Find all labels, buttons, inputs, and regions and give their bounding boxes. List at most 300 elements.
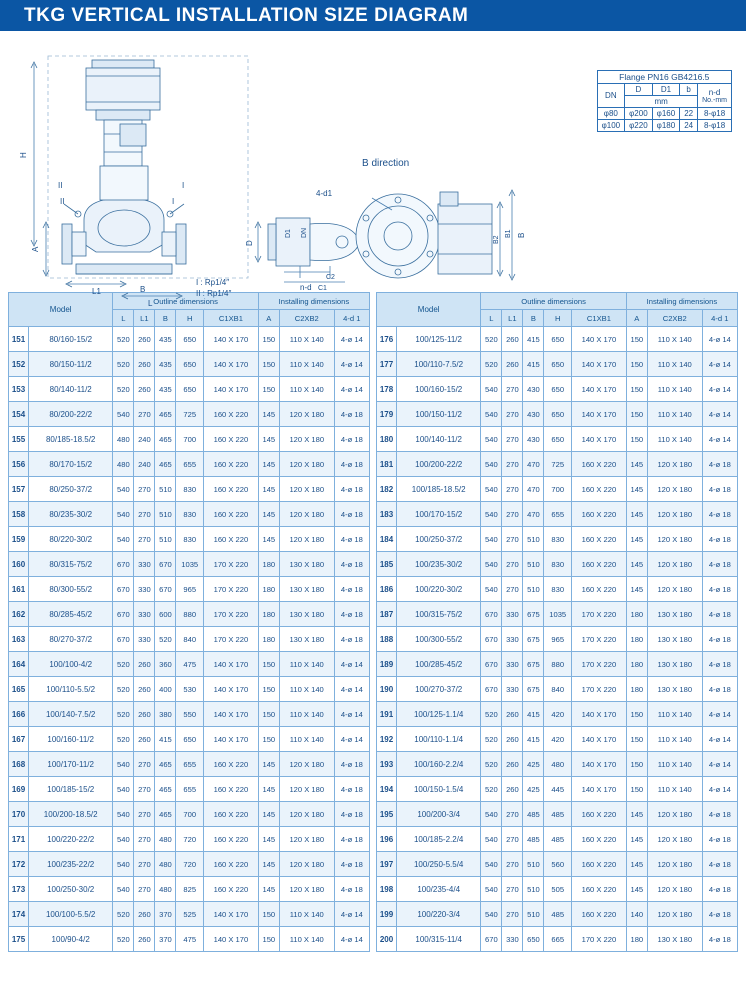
row-index: 199 (377, 902, 397, 927)
table-row (9, 902, 370, 927)
row-model: 100/285-45/2 (397, 652, 481, 677)
table-row (377, 752, 738, 777)
row-cell: 270 (134, 877, 155, 902)
header-col-L: L (113, 310, 134, 327)
row-cell: 260 (134, 352, 155, 377)
row-cell: 260 (502, 777, 523, 802)
row-cell: 330 (502, 652, 523, 677)
row-cell: 150 (258, 652, 279, 677)
row-cell: 150 (258, 727, 279, 752)
row-cell: 140 X 170 (204, 927, 259, 952)
flange-col-nd-label: n-d (708, 87, 721, 97)
row-index: 171 (9, 827, 29, 852)
row-cell: 650 (176, 727, 204, 752)
row-cell: 160 X 220 (204, 527, 259, 552)
row-cell: 550 (176, 702, 204, 727)
row-cell: 840 (176, 627, 204, 652)
row-cell: 140 X 170 (572, 427, 627, 452)
row-cell: 260 (134, 677, 155, 702)
row-cell: 4-ø 18 (702, 927, 737, 952)
row-cell: 520 (481, 702, 502, 727)
row-cell: 145 (626, 877, 647, 902)
page-title-bar (0, 0, 746, 34)
flange-cell: φ100 (597, 120, 625, 132)
b-direction-label: B direction (362, 158, 410, 169)
row-model: 100/235-4/4 (397, 877, 481, 902)
row-cell: 650 (544, 327, 572, 352)
table-row (377, 902, 738, 927)
row-cell: 270 (502, 902, 523, 927)
row-cell: 420 (544, 727, 572, 752)
table-row (9, 927, 370, 952)
label-B2: B2 (493, 235, 500, 244)
table-row (377, 377, 738, 402)
row-cell: 120 X 180 (279, 452, 334, 477)
row-cell: 435 (155, 377, 176, 402)
row-cell: 140 X 170 (572, 377, 627, 402)
row-cell: 480 (113, 452, 134, 477)
row-cell: 145 (258, 477, 279, 502)
row-cell: 150 (626, 777, 647, 802)
table-row (377, 602, 738, 627)
row-model: 100/235-22/2 (29, 852, 113, 877)
row-cell: 520 (113, 702, 134, 727)
row-cell: 540 (113, 752, 134, 777)
row-cell: 330 (134, 552, 155, 577)
row-cell: 540 (113, 527, 134, 552)
row-cell: 270 (502, 477, 523, 502)
row-cell: 480 (155, 877, 176, 902)
label-B-right: B (517, 232, 526, 238)
row-cell: 260 (134, 902, 155, 927)
row-index: 164 (9, 652, 29, 677)
row-cell: 430 (523, 402, 544, 427)
row-cell: 465 (155, 427, 176, 452)
row-index: 176 (377, 327, 397, 352)
row-cell: 110 X 140 (647, 752, 702, 777)
row-cell: 110 X 140 (279, 652, 334, 677)
row-cell: 430 (523, 427, 544, 452)
row-cell: 700 (176, 427, 204, 452)
row-cell: 670 (113, 627, 134, 652)
row-cell: 140 X 170 (204, 727, 259, 752)
row-cell: 170 X 220 (204, 602, 259, 627)
row-cell: 150 (626, 327, 647, 352)
table-row (377, 702, 738, 727)
row-model: 100/315-75/2 (397, 602, 481, 627)
row-cell: 725 (544, 452, 572, 477)
row-cell: 4-ø 18 (334, 877, 369, 902)
row-cell: 260 (502, 327, 523, 352)
row-cell: 160 X 220 (204, 877, 259, 902)
row-cell: 150 (626, 727, 647, 752)
row-index: 184 (377, 527, 397, 552)
row-cell: 270 (502, 527, 523, 552)
row-cell: 180 (626, 602, 647, 627)
row-cell: 120 X 180 (279, 877, 334, 902)
table-row (377, 777, 738, 802)
table-row (9, 777, 370, 802)
row-cell: 140 X 170 (204, 902, 259, 927)
row-cell: 650 (176, 352, 204, 377)
row-cell: 485 (544, 802, 572, 827)
row-index: 179 (377, 402, 397, 427)
row-index: 194 (377, 777, 397, 802)
row-cell: 540 (481, 577, 502, 602)
row-cell: 170 X 220 (572, 677, 627, 702)
row-cell: 160 X 220 (572, 452, 627, 477)
row-cell: 140 X 170 (572, 327, 627, 352)
row-cell: 140 X 170 (204, 327, 259, 352)
header-installing-dimensions: Installing dimensions (626, 293, 737, 310)
row-cell: 330 (134, 577, 155, 602)
row-cell: 145 (258, 427, 279, 452)
row-cell: 110 X 140 (279, 352, 334, 377)
row-cell: 4-ø 18 (334, 827, 369, 852)
row-cell: 140 X 170 (572, 727, 627, 752)
row-cell: 520 (481, 327, 502, 352)
row-cell: 560 (544, 852, 572, 877)
row-index: 191 (377, 702, 397, 727)
row-cell: 425 (523, 752, 544, 777)
row-cell: 120 X 180 (279, 802, 334, 827)
row-cell: 130 X 180 (647, 652, 702, 677)
row-cell: 330 (134, 627, 155, 652)
row-cell: 4-ø 18 (334, 577, 369, 602)
row-cell: 4-ø 14 (334, 927, 369, 952)
header-col-A: A (258, 310, 279, 327)
row-cell: 240 (134, 427, 155, 452)
row-cell: 655 (176, 777, 204, 802)
row-cell: 120 X 180 (279, 502, 334, 527)
row-cell: 180 (626, 652, 647, 677)
row-model: 100/270-37/2 (397, 677, 481, 702)
row-cell: 540 (481, 377, 502, 402)
row-cell: 170 X 220 (572, 927, 627, 952)
row-cell: 260 (502, 752, 523, 777)
row-model: 100/110-1.1/4 (397, 727, 481, 752)
row-index: 161 (9, 577, 29, 602)
row-cell: 700 (176, 802, 204, 827)
row-model: 100/220-22/2 (29, 827, 113, 852)
row-cell: 160 X 220 (204, 802, 259, 827)
row-cell: 160 X 220 (204, 777, 259, 802)
row-model: 100/160-11/2 (29, 727, 113, 752)
row-cell: 145 (626, 552, 647, 577)
row-cell: 180 (626, 677, 647, 702)
row-cell: 180 (626, 927, 647, 952)
row-model: 80/160-15/2 (29, 327, 113, 352)
table-row (9, 527, 370, 552)
row-cell: 270 (502, 377, 523, 402)
row-cell: 120 X 180 (647, 477, 702, 502)
row-cell: 415 (523, 727, 544, 752)
row-cell: 270 (134, 802, 155, 827)
row-index: 151 (9, 327, 29, 352)
row-cell: 370 (155, 927, 176, 952)
row-cell: 110 X 140 (647, 402, 702, 427)
row-model: 80/285-45/2 (29, 602, 113, 627)
row-cell: 520 (113, 902, 134, 927)
row-model: 100/100-4/2 (29, 652, 113, 677)
row-cell: 160 X 220 (572, 502, 627, 527)
flange-cell: 8-φ18 (698, 120, 732, 132)
row-cell: 145 (258, 402, 279, 427)
header-model: Model (9, 293, 113, 327)
row-cell: 4-ø 18 (702, 477, 737, 502)
row-cell: 4-ø 14 (702, 402, 737, 427)
row-cell: 140 X 170 (572, 777, 627, 802)
row-cell: 720 (176, 852, 204, 877)
header-col-B: B (155, 310, 176, 327)
row-cell: 465 (155, 402, 176, 427)
row-model: 80/200-22/2 (29, 402, 113, 427)
row-model: 80/250-37/2 (29, 477, 113, 502)
row-cell: 145 (626, 827, 647, 852)
row-index: 189 (377, 652, 397, 677)
row-model: 100/200-3/4 (397, 802, 481, 827)
row-cell: 4-ø 18 (334, 477, 369, 502)
row-cell: 140 X 170 (572, 402, 627, 427)
row-cell: 470 (523, 477, 544, 502)
dimension-tables (0, 292, 746, 952)
row-cell: 4-ø 18 (334, 552, 369, 577)
row-cell: 675 (523, 627, 544, 652)
row-cell: 270 (502, 827, 523, 852)
row-cell: 510 (155, 527, 176, 552)
row-index: 152 (9, 352, 29, 377)
row-model: 100/200-22/2 (397, 452, 481, 477)
row-cell: 140 (626, 902, 647, 927)
header-model: Model (377, 293, 481, 327)
flange-col-d: D (625, 84, 653, 96)
table-row (9, 452, 370, 477)
row-cell: 160 X 220 (572, 902, 627, 927)
row-cell: 140 X 170 (204, 702, 259, 727)
row-cell: 260 (134, 727, 155, 752)
row-cell: 270 (502, 552, 523, 577)
row-cell: 330 (134, 602, 155, 627)
row-cell: 110 X 140 (647, 727, 702, 752)
row-cell: 145 (258, 777, 279, 802)
row-cell: 150 (626, 702, 647, 727)
row-cell: 145 (258, 752, 279, 777)
row-cell: 480 (155, 827, 176, 852)
row-cell: 270 (502, 577, 523, 602)
row-model: 100/110-7.5/2 (397, 352, 481, 377)
row-cell: 540 (113, 852, 134, 877)
row-cell: 160 X 220 (204, 827, 259, 852)
table-row (9, 877, 370, 902)
row-cell: 830 (176, 502, 204, 527)
label-4d1: 4-d1 (316, 189, 333, 198)
row-cell: 670 (481, 927, 502, 952)
table-row (377, 677, 738, 702)
row-cell: 540 (113, 402, 134, 427)
row-cell: 130 X 180 (647, 677, 702, 702)
table-row (377, 552, 738, 577)
row-cell: 140 X 170 (204, 352, 259, 377)
row-model: 100/140-11/2 (397, 427, 481, 452)
row-cell: 130 X 180 (279, 602, 334, 627)
row-cell: 540 (481, 527, 502, 552)
row-cell: 360 (155, 652, 176, 677)
flange-cell: φ160 (652, 108, 680, 120)
table-row (9, 477, 370, 502)
row-cell: 110 X 140 (647, 427, 702, 452)
row-cell: 4-ø 14 (702, 777, 737, 802)
table-row (377, 452, 738, 477)
row-cell: 830 (544, 552, 572, 577)
header-col-L: L (481, 310, 502, 327)
row-cell: 110 X 140 (279, 327, 334, 352)
row-cell: 480 (113, 427, 134, 452)
row-index: 183 (377, 502, 397, 527)
row-cell: 145 (626, 527, 647, 552)
flange-cell: 22 (680, 108, 698, 120)
row-cell: 540 (113, 802, 134, 827)
row-cell: 150 (258, 377, 279, 402)
row-index: 159 (9, 527, 29, 552)
row-model: 100/170-11/2 (29, 752, 113, 777)
label-C1: C1 (318, 285, 327, 292)
header-col-4d1: 4-d 1 (702, 310, 737, 327)
flange-row (597, 120, 731, 132)
row-cell: 4-ø 18 (334, 502, 369, 527)
row-cell: 505 (544, 877, 572, 902)
row-model: 80/270-37/2 (29, 627, 113, 652)
row-cell: 160 X 220 (572, 802, 627, 827)
row-cell: 725 (176, 402, 204, 427)
row-cell: 430 (523, 377, 544, 402)
row-cell: 485 (523, 802, 544, 827)
row-model: 100/150-1.5/4 (397, 777, 481, 802)
row-cell: 110 X 140 (647, 377, 702, 402)
row-index: 195 (377, 802, 397, 827)
row-cell: 670 (481, 627, 502, 652)
row-cell: 145 (258, 452, 279, 477)
row-index: 186 (377, 577, 397, 602)
row-cell: 330 (502, 927, 523, 952)
row-cell: 150 (626, 752, 647, 777)
table-row (9, 377, 370, 402)
row-cell: 4-ø 18 (702, 527, 737, 552)
row-cell: 120 X 180 (279, 527, 334, 552)
row-cell: 150 (258, 352, 279, 377)
row-cell: 4-ø 18 (334, 802, 369, 827)
row-index: 155 (9, 427, 29, 452)
row-cell: 445 (544, 777, 572, 802)
table-row (9, 702, 370, 727)
row-cell: 510 (523, 877, 544, 902)
row-cell: 520 (481, 352, 502, 377)
row-cell: 270 (134, 827, 155, 852)
label-D1: D1 (285, 229, 292, 238)
row-cell: 140 X 170 (204, 652, 259, 677)
row-cell: 520 (481, 752, 502, 777)
row-index: 187 (377, 602, 397, 627)
row-cell: 145 (258, 877, 279, 902)
label-H: H (19, 152, 28, 158)
table-row (9, 352, 370, 377)
row-cell: 480 (544, 752, 572, 777)
row-cell: 540 (481, 852, 502, 877)
row-cell: 650 (544, 402, 572, 427)
label-L: L (148, 299, 153, 308)
table-row (9, 502, 370, 527)
row-cell: 965 (176, 577, 204, 602)
table-row (377, 652, 738, 677)
row-cell: 4-ø 14 (702, 327, 737, 352)
row-cell: 510 (523, 852, 544, 877)
row-cell: 4-ø 14 (702, 752, 737, 777)
row-cell: 665 (544, 927, 572, 952)
row-cell: 120 X 180 (279, 852, 334, 877)
table-row (377, 527, 738, 552)
row-index: 168 (9, 752, 29, 777)
row-cell: 130 X 180 (647, 927, 702, 952)
header-outline-dimensions: Outline dimensions (113, 293, 258, 310)
row-cell: 420 (544, 702, 572, 727)
row-cell: 4-ø 14 (334, 677, 369, 702)
row-cell: 260 (134, 927, 155, 952)
flange-spec-table (597, 70, 732, 132)
row-cell: 830 (544, 527, 572, 552)
row-cell: 540 (113, 877, 134, 902)
header-col-4d1: 4-d 1 (334, 310, 369, 327)
row-model: 100/235-30/2 (397, 552, 481, 577)
row-cell: 400 (155, 677, 176, 702)
row-index: 175 (9, 927, 29, 952)
flange-cell: φ180 (652, 120, 680, 132)
row-cell: 435 (155, 352, 176, 377)
row-cell: 540 (113, 477, 134, 502)
row-model: 100/220-30/2 (397, 577, 481, 602)
row-cell: 540 (481, 427, 502, 452)
row-cell: 4-ø 14 (702, 352, 737, 377)
row-index: 172 (9, 852, 29, 877)
row-cell: 270 (134, 777, 155, 802)
row-cell: 520 (113, 327, 134, 352)
row-index: 196 (377, 827, 397, 852)
row-cell: 4-ø 18 (702, 452, 737, 477)
row-index: 193 (377, 752, 397, 777)
table-row (377, 827, 738, 852)
row-cell: 260 (134, 327, 155, 352)
row-cell: 110 X 140 (647, 702, 702, 727)
row-cell: 150 (626, 427, 647, 452)
row-cell: 415 (523, 352, 544, 377)
row-cell: 4-ø 18 (334, 852, 369, 877)
table-row (9, 652, 370, 677)
row-cell: 675 (523, 677, 544, 702)
row-cell: 830 (176, 477, 204, 502)
row-cell: 160 X 220 (204, 452, 259, 477)
table-row (9, 802, 370, 827)
flange-cell: 24 (680, 120, 698, 132)
row-cell: 160 X 220 (204, 477, 259, 502)
row-cell: 670 (481, 602, 502, 627)
row-cell: 110 X 140 (279, 677, 334, 702)
row-model: 100/185-2.2/4 (397, 827, 481, 852)
row-cell: 330 (502, 677, 523, 702)
row-cell: 670 (113, 602, 134, 627)
row-cell: 160 X 220 (204, 752, 259, 777)
row-model: 80/220-30/2 (29, 527, 113, 552)
row-cell: 145 (626, 477, 647, 502)
header-col-A: A (626, 310, 647, 327)
row-index: 160 (9, 552, 29, 577)
